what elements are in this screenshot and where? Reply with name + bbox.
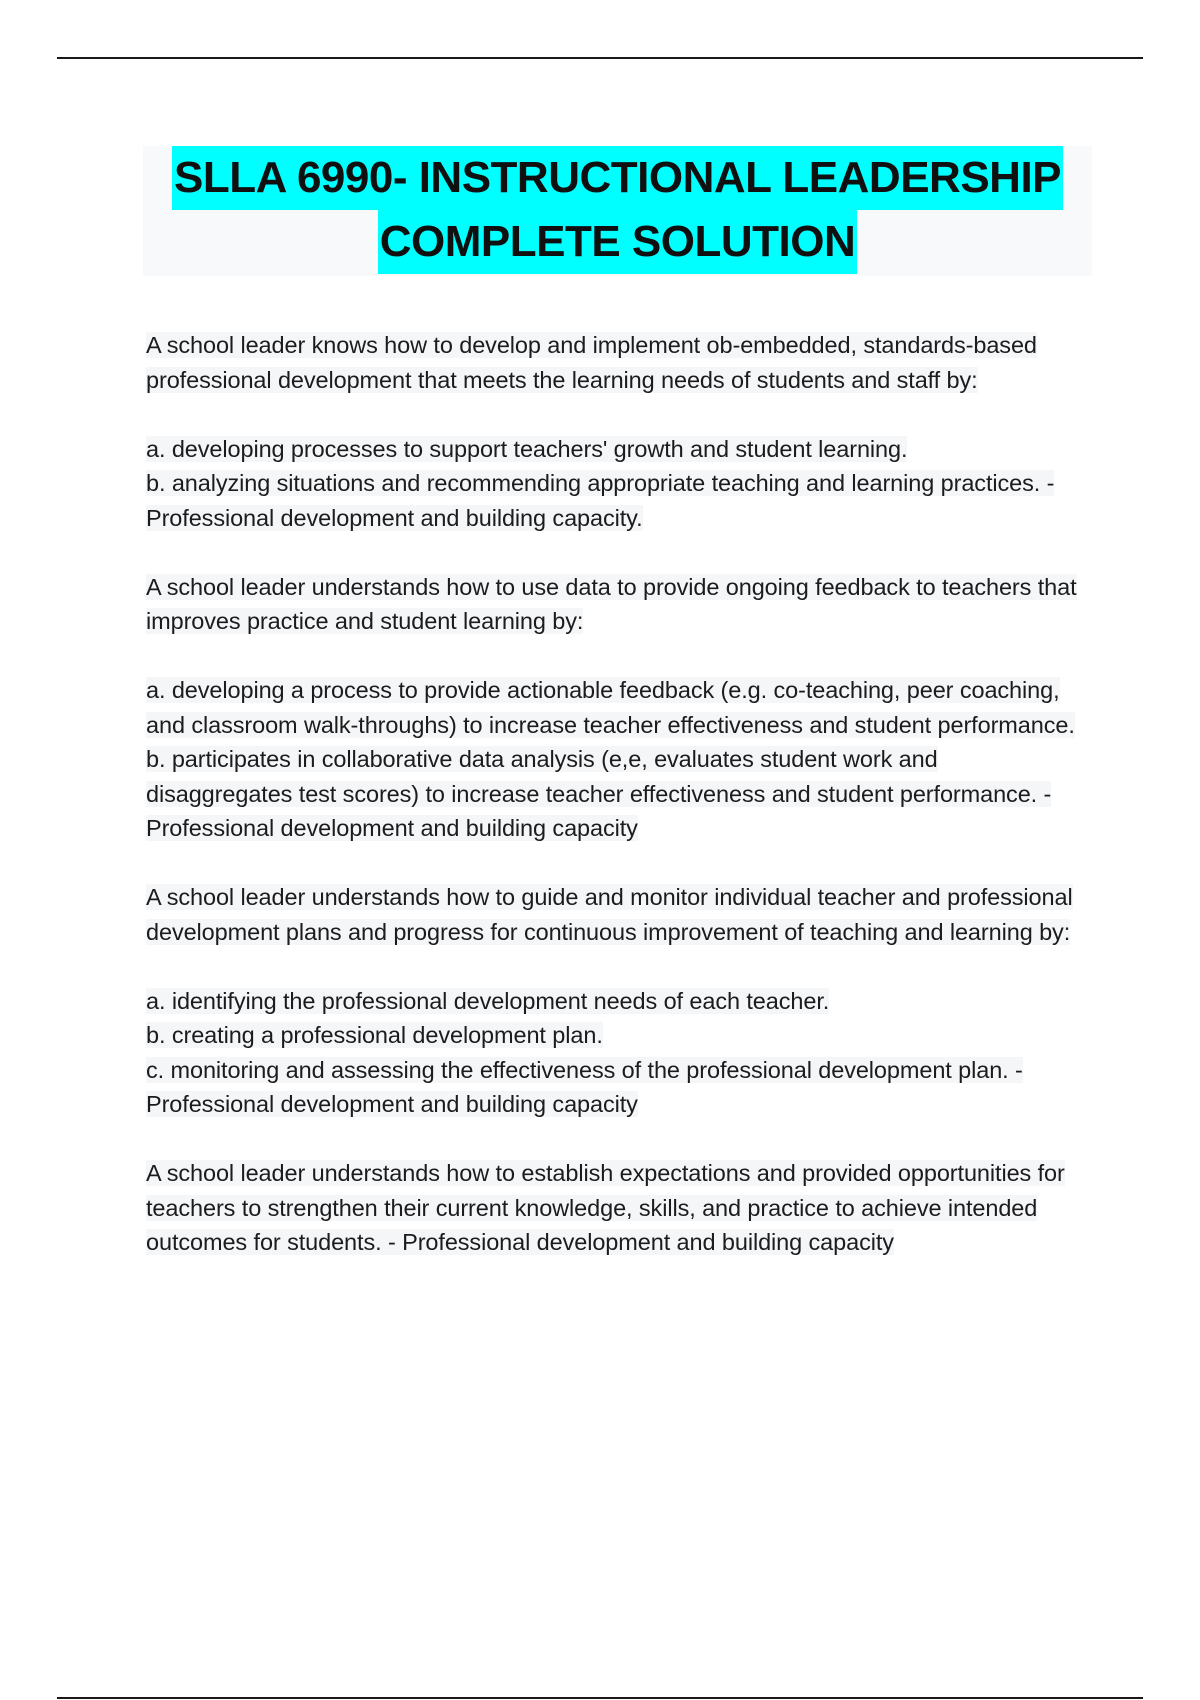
list-item: a. developing a process to provide actionable feedback (e.g. co-teaching, peer coaching, and classroom walk-throughs) to increase teacher effectiveness and student performance. <box>146 677 1075 738</box>
title-block <box>143 146 1092 276</box>
top-rule <box>57 57 1143 59</box>
question-paragraph: A school leader knows how to develop and implement ob-embedded, standards-based professional development that meets the learning needs of students and staff by: <box>146 332 1037 393</box>
title-line-1: SLLA 6990- INSTRUCTIONAL LEADERSHIP <box>172 146 1063 210</box>
list-item: b. participates in collaborative data analysis (e,e, evaluates student work and disaggregates test scores) to increase teacher effectiveness and student performance. - Professional development and building capacity <box>146 746 1052 841</box>
list-item: b. creating a professional development plan. <box>146 1022 603 1048</box>
list-item: a. developing processes to support teachers' growth and student learning. <box>146 435 908 462</box>
bottom-rule <box>57 1697 1143 1699</box>
list-item: b. analyzing situations and recommending appropriate teaching and learning practices. - Professional development and building capacity. <box>146 470 1055 531</box>
question-paragraph: A school leader understands how to establish expectations and provided opportunities for teachers to strengthen their current knowledge, skills, and practice to achieve intended outcomes for students. - Professional development and building capacity <box>146 1160 1065 1255</box>
title-line-2: COMPLETE SOLUTION <box>378 210 858 274</box>
question-paragraph: A school leader understands how to guide and monitor individual teacher and professional development plans and progress for continuous improvement of teaching and learning by: <box>146 884 1073 945</box>
document-body <box>146 328 1086 1294</box>
question-paragraph: A school leader understands how to use data to provide ongoing feedback to teachers that improves practice and student learning by: <box>146 573 1077 634</box>
list-item: c. monitoring and assessing the effectiveness of the professional development plan. - Professional development and building capacity <box>146 1056 1023 1117</box>
list-item: a. identifying the professional development needs of each teacher. <box>146 987 830 1014</box>
